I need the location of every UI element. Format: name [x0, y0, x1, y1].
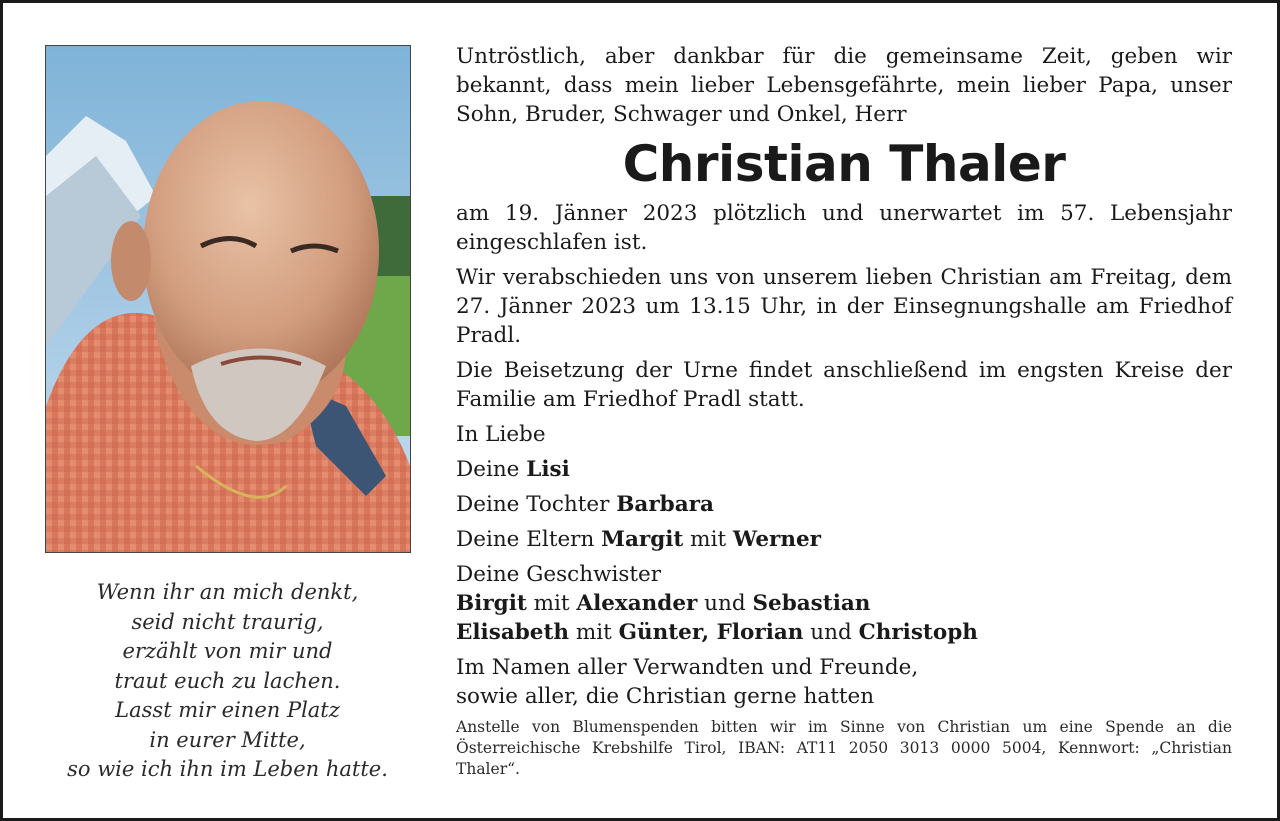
- donation-note: Anstelle von Blumenspenden bitten wir im Sinne von Christian um eine Spende an die Österreichische Krebshilfe Tirol, IBAN: AT11 2050 3013 0000 5004, Kennwort: „Christian Thaler“.: [456, 718, 1232, 778]
- mourner-line: Deine Eltern Margit mit Werner: [456, 527, 821, 552]
- mourner-line: Deine Tochter Barbara: [456, 492, 714, 517]
- poem-line: Lasst mir einen Platz: [115, 698, 340, 722]
- poem-line: in eurer Mitte,: [149, 727, 306, 752]
- death-text: am 19. Jänner 2023 plötzlich und unerwartet im 57. Lebensjahr eingeschlafen ist.: [456, 201, 1232, 255]
- poem-line: so wie ich ihn im Leben hatte.: [67, 757, 388, 781]
- poem-line: erzählt von mir und: [122, 639, 333, 663]
- poem-line: Wenn ihr an mich denkt,: [96, 580, 359, 604]
- siblings-label: Deine Geschwister: [456, 562, 662, 587]
- mourner-line: Birgit mit Alexander und Sebastian: [456, 591, 871, 616]
- closing-text: In Liebe: [456, 422, 546, 447]
- deceased-name: Christian Thaler: [622, 135, 1066, 193]
- relatives-line: Im Namen aller Verwandten und Freunde,: [456, 655, 919, 680]
- relatives-line: sowie aller, die Christian gerne hatten: [456, 684, 875, 709]
- poem-line: seid nicht traurig,: [131, 609, 324, 634]
- mourner-name: Margit: [601, 527, 684, 552]
- portrait-photo: [45, 45, 411, 553]
- burial-text: Die Beisetzung der Urne findet anschließend im engsten Kreise der Familie am Friedhof Pradl statt.: [456, 358, 1232, 412]
- mourner-line: Elisabeth mit Günter, Florian und Christoph: [456, 620, 978, 645]
- intro-text: Untröstlich, aber dankbar für die gemeinsame Zeit, geben wir bekannt, dass mein lieber Lebensgefährte, mein lieber Papa, unser Sohn, Bruder, Schwager und Onkel, Herr: [456, 44, 1232, 127]
- poem: [30, 578, 425, 785]
- mourner-name: Werner: [732, 527, 821, 552]
- mourner-name: Barbara: [616, 492, 714, 517]
- mourner-line: Deine Lisi: [456, 457, 570, 482]
- poem-line: traut euch zu lachen.: [114, 668, 341, 693]
- mourner-name: Lisi: [526, 457, 570, 482]
- farewell-text: Wir verabschieden uns von unserem lieben Christian am Freitag, dem 27. Jänner 2023 um 13.15 Uhr, in der Einsegnungshalle am Friedhof Pradl.: [456, 265, 1232, 348]
- obituary-text: [456, 42, 1232, 780]
